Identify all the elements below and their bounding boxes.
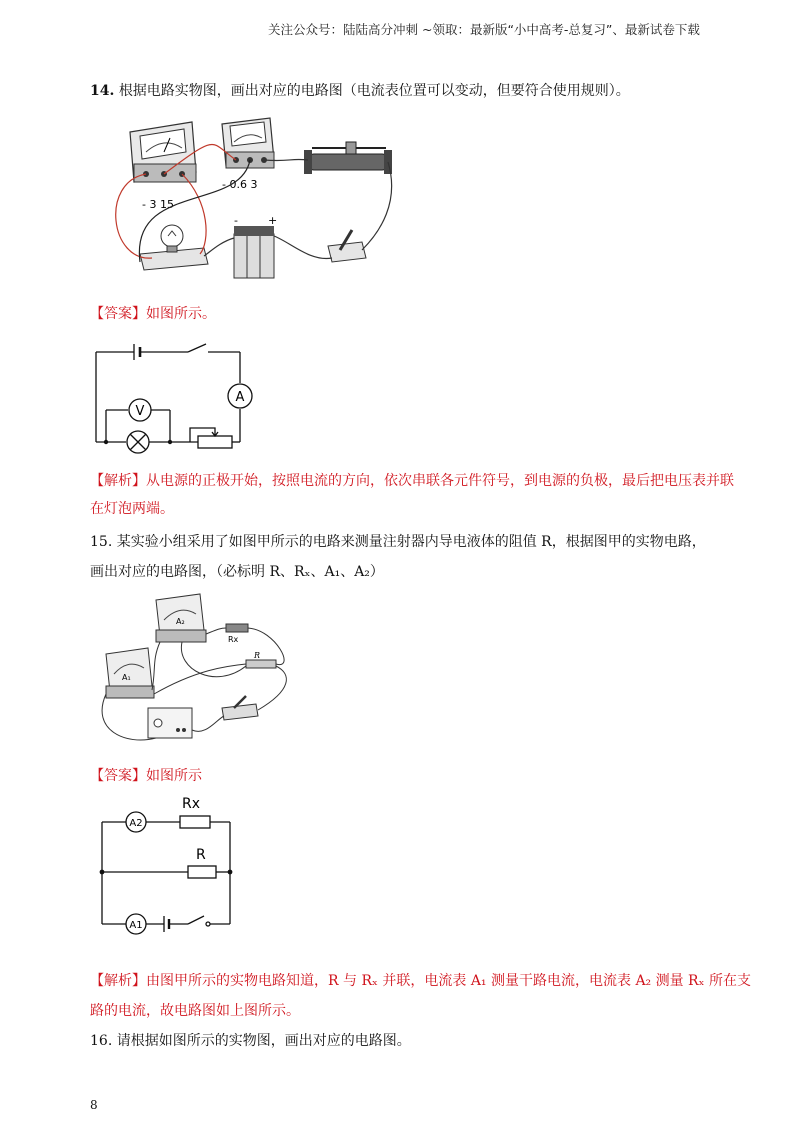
- question-14: [90, 78, 630, 104]
- a2-symbol-label: A2: [129, 818, 143, 829]
- question-15-line-2: 画出对应的电路图，（必标明 R、Rₓ、A₁、A₂）: [90, 564, 384, 580]
- r-symbol-label: R: [196, 847, 206, 863]
- a2-photo-label: A₂: [176, 617, 185, 626]
- q14-answer: [90, 303, 216, 323]
- r-photo-label: R: [254, 651, 261, 660]
- ammeter-scale-label: - 0.6 3: [222, 178, 258, 191]
- rx-syringe-device: [226, 624, 248, 644]
- q15-analysis: [90, 966, 751, 1026]
- bulb-device: [140, 225, 208, 270]
- rx-photo-label: Rx: [228, 635, 239, 644]
- question-15-line-1: 15. 某实验小组采用了如图甲所示的电路来测量注射器内导电液体的阻值 R，根据图甲的实物电路，: [90, 534, 706, 550]
- question-number: 14.: [90, 83, 115, 99]
- rheostat-symbol: [198, 436, 232, 448]
- switch-device: [328, 230, 366, 262]
- answer-text: 如图所示: [146, 768, 202, 784]
- analysis-tag: 【解析】: [90, 973, 146, 989]
- analysis-line-2: 在灯泡两端。: [90, 501, 174, 517]
- question-text: 根据电路实物图，画出对应的电路图（电流表位置可以变动，但要符合使用规则）。: [118, 83, 630, 99]
- analysis-line-1: 从电源的正极开始，按照电流的方向，依次串联各元件符号，到电源的负极，最后把电压表并联: [146, 473, 734, 489]
- answer-tag: 【答案】: [90, 768, 146, 784]
- a1-symbol-label: A1: [129, 920, 143, 931]
- a1-photo-label: A₁: [122, 673, 131, 682]
- answer-text: 如图所示。: [146, 306, 216, 322]
- voltmeter-symbol-label: V: [135, 404, 145, 419]
- q15-real-circuit-photo: [96, 590, 296, 750]
- question-15: [90, 527, 706, 587]
- q14-analysis: [90, 467, 734, 523]
- answer-tag: 【答案】: [90, 306, 146, 322]
- switch-device: [222, 696, 258, 720]
- analysis-tag: 【解析】: [90, 473, 146, 489]
- analysis-line-2: 路的电流，故电路图如上图所示。: [90, 1003, 300, 1019]
- ammeter-a1-device: [106, 648, 154, 698]
- page-number: 8: [90, 1098, 98, 1112]
- rheostat-device: [304, 142, 392, 174]
- rx-symbol-label: Rx: [182, 796, 201, 812]
- q14-circuit-diagram: [90, 334, 270, 454]
- analysis-line-1: 由图甲所示的实物电路知道，R 与 Rₓ 并联，电流表 A₁ 测量干路电流，电流表 A₂ 测量 Rₓ 所在支: [146, 973, 751, 989]
- q15-answer: [90, 765, 202, 785]
- question-16: 16. 请根据如图所示的实物图，画出对应的电路图。: [90, 1033, 411, 1049]
- resistor-rx-symbol: [180, 816, 210, 828]
- ammeter-device: [222, 118, 274, 191]
- q15-circuit-diagram: [90, 788, 250, 938]
- power-supply-device: [148, 708, 192, 738]
- page-header: 关注公众号：陆陆高分冲刺 ~领取：最新版“小中高考-总复习”、最新试卷下载: [268, 22, 700, 37]
- voltmeter-device: [130, 122, 196, 211]
- resistor-r-symbol: [188, 866, 216, 878]
- ammeter-a2-device: [156, 594, 206, 642]
- q14-real-circuit-photo: [100, 112, 400, 292]
- ammeter-symbol-label: A: [235, 390, 245, 405]
- battery-device: [234, 214, 277, 278]
- battery-plus-label: +: [268, 214, 278, 227]
- battery-minus-label: -: [234, 214, 238, 227]
- resistor-r-device: [246, 651, 276, 668]
- voltmeter-scale-label: - 3 15: [142, 198, 174, 211]
